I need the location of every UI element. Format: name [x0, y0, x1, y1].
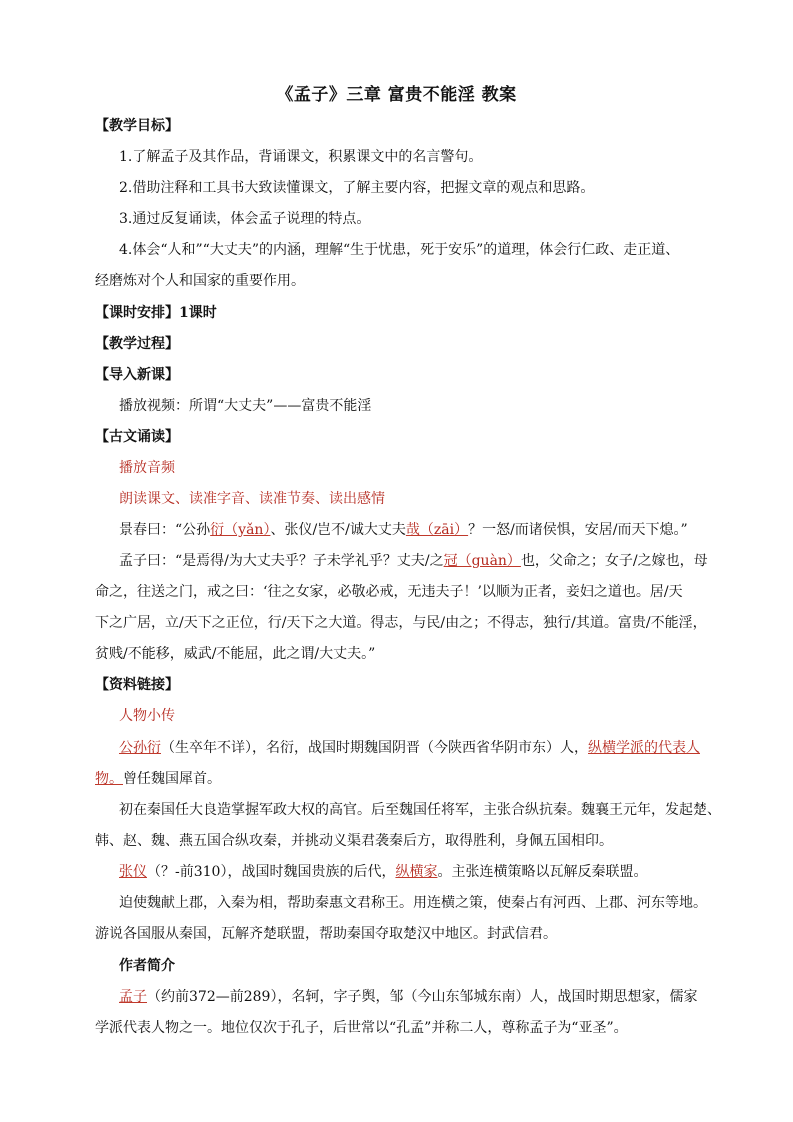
mengzi-bio-text-1: （约前372—前289），名轲，字子舆，邹（今山东邹城东南）人，战国时期思想家，儒家	[147, 989, 698, 1005]
gongsunyan-school-b: 物。	[95, 771, 123, 787]
zhangyi-school: 纵横家	[395, 864, 438, 880]
zai-annotation: 哉（zāi）	[405, 522, 469, 538]
mengzi-text-a: 孟子曰：“是焉得/为大丈夫乎？子未学礼乎？丈夫/之	[119, 553, 444, 569]
mengzi-name: 孟子	[119, 989, 147, 1005]
jingchun-text-b: 、张仪/岂不/诚大丈夫	[270, 522, 406, 538]
author-label: 作者简介	[119, 958, 175, 974]
guan-annotation: 冠（guàn）	[443, 553, 521, 569]
gongsunyan-text-2: 曾任魏国犀首。	[123, 771, 221, 787]
goal-2: 2.借助注释和工具书大致读懂课文，了解主要内容，把握文章的观点和思路。	[119, 180, 595, 196]
zhangyi-text-2: 。主张连横策略以瓦解反秦联盟。	[437, 864, 648, 880]
page-title: 《孟子》三章 富贵不能淫 教案	[276, 85, 517, 105]
mengzi-bio-line-1	[119, 986, 719, 1006]
zhangyi-line-2: 迫使魏献上郡，入秦为相，帮助秦惠文君称王。用连横之策，使秦占有河西、上郡、河东等地。	[119, 895, 707, 911]
goal-1: 1.了解孟子及其作品，背诵课文，积累课文中的名言警句。	[119, 149, 483, 165]
jingchun-text-c: ？一怒/而诸侯惧，安居/而天下熄。”	[468, 522, 688, 538]
play-audio-label: 播放音频	[119, 460, 175, 476]
heading-reading: 【古文诵读】	[95, 429, 179, 445]
jingchun-line	[119, 519, 719, 539]
reading-steps: 朗读课文、读准字音、读准节奏、读出感情	[119, 491, 385, 507]
mengzi-line-3: 下之广居，立/天下之正位，行/天下之大道。得志，与民/由之；不得志，独行/其道。富贵/不能淫，	[95, 615, 707, 631]
goal-4-cont: 经磨炼对个人和国家的重要作用。	[95, 273, 305, 289]
mengzi-line-4: 贫贱/不能移，威武/不能屈，此之谓/大丈夫。”	[95, 646, 376, 662]
yan-annotation: 衍（yǎn）	[210, 522, 271, 538]
zhangyi-line-3: 游说各国服从秦国，瓦解齐楚联盟，帮助秦国夺取楚汉中地区。封武信君。	[95, 926, 557, 942]
zhangyi-text-1: （？-前310），战国时魏国贵族的后代，	[147, 864, 396, 880]
intro-text: 播放视频：所谓“大丈夫”——富贵不能淫	[119, 398, 372, 414]
gongsunyan-line-2	[95, 768, 715, 788]
zhangyi-line-1	[119, 861, 719, 881]
heading-schedule: 【课时安排】1课时	[95, 305, 217, 321]
mengzi-line-2: 命之，往送之门，戒之曰：‘往之女家，必敬必戒，无违夫子！’以顺为正者，妾妇之道也。居/天	[95, 584, 683, 600]
gongsunyan-text-1: （生卒年不详），名衍，战国时期魏国阴晋（今陕西省华阴市东）人，	[161, 740, 588, 756]
bio-label: 人物小传	[119, 708, 175, 724]
goal-3: 3.通过反复诵读，体会孟子说理的特点。	[119, 211, 371, 227]
gongsunyan-line-4: 韩、赵、魏、燕五国合纵攻秦，并挑动义渠君袭秦后方，取得胜利，身佩五国相印。	[95, 833, 613, 849]
mengzi-line-1	[119, 550, 719, 570]
jingchun-text-a: 景春曰：“公孙	[119, 522, 211, 538]
goal-4: 4.体会“人和”“大丈夫”的内涵，理解“生于忧患，死于安乐”的道理，体会行仁政、走正道、	[119, 242, 680, 258]
gongsunyan-line-3: 初在秦国任大良造掌握军政大权的高官。后至魏国任将军，主张合纵抗秦。魏襄王元年，发起楚、	[119, 802, 721, 818]
zhangyi-name: 张仪	[119, 864, 147, 880]
heading-intro: 【导入新课】	[95, 367, 179, 383]
mengzi-text-b: 也，父命之；女子/之嫁也，母	[520, 553, 708, 569]
heading-process: 【教学过程】	[95, 336, 179, 352]
heading-goals: 【教学目标】	[95, 118, 179, 134]
gongsunyan-school-a: 纵横学派的代表人	[588, 740, 700, 756]
heading-links: 【资料链接】	[95, 677, 179, 693]
mengzi-bio-line-2: 学派代表人物之一。地位仅次于孔子，后世常以“孔孟”并称二人，尊称孟子为“亚圣”。	[95, 1020, 628, 1036]
gongsunyan-line-1	[119, 737, 719, 757]
gongsunyan-name: 公孙衍	[119, 740, 161, 756]
